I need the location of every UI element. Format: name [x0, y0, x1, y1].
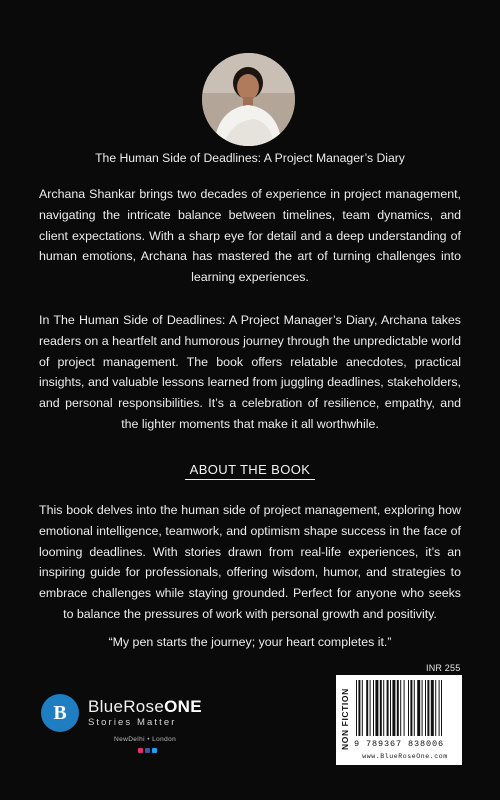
about-text: This book delves into the human side of project management, exploring how emotional intelligence, teamwork, and optimism shape success in the face of looming deadlines. With stories drawn from real-life experiences, it’s an inspiring guide for professionals, offering wisdom, humor, and strategies to embrace challenges while staying grounded. Perfect for anyone who seeks to balance the pressures of work with personal growth and positivity. [39, 503, 461, 621]
author-photo [202, 53, 295, 146]
publisher-logo-icon [41, 694, 79, 732]
publisher-name-part1: BlueRose [88, 697, 165, 716]
barcode-bar [392, 680, 395, 736]
barcode-bar [422, 680, 423, 736]
barcode-bar [417, 680, 420, 736]
barcode-bar [380, 680, 382, 736]
barcode-bar [387, 680, 389, 736]
barcode-bar [408, 680, 409, 736]
barcode-bar [383, 680, 384, 736]
barcode-bar [362, 680, 363, 736]
barcode-bar [439, 680, 440, 736]
isbn-barcode [356, 680, 456, 738]
social-icons [138, 748, 157, 753]
book-intro: In The Human Side of Deadlines: A Project Manager’s Diary, Archana takes readers on a heartfelt and humorous journey through the unpredictable world of project management. The book offers relatable anecdotes, practical insights, and valuable lessons learned from juggling deadlines, stakeholders, and personal responsibilities. It’s a celebration of resilience, empathy, and the lighter moments that make it all worthwhile. [39, 313, 461, 431]
barcode-bar [431, 680, 434, 736]
barcode-bar [427, 680, 429, 736]
about-heading: ABOUT THE BOOK [189, 462, 311, 477]
barcode-bar [414, 680, 415, 736]
barcode-bar [404, 680, 405, 736]
publisher-website: www.BlueRoseOne.com [362, 753, 448, 760]
author-portrait-illustration [202, 53, 295, 146]
barcode-bar [358, 680, 360, 736]
twitter-icon [152, 748, 157, 753]
publisher-locations: NewDelhi • London [114, 736, 177, 743]
barcode-bar [435, 680, 436, 736]
author-bio: Archana Shankar brings two decades of experience in project management, navigating the intricate balance between timelines, team dynamics, and client expectations. With a sharp eye for detail and a deep understanding of human emotions, Archana has mastered the art of turning challenges into learning experiences. [39, 187, 461, 285]
about-heading-underline [185, 479, 315, 480]
barcode-bar [400, 680, 401, 736]
barcode-bar [441, 680, 442, 736]
author-quote: “My pen starts the journey; your heart completes it.” [108, 635, 392, 649]
barcode-bar [373, 680, 374, 736]
price-label: INR 255 [426, 663, 461, 673]
barcode-bar [425, 680, 426, 736]
barcode-bar [375, 680, 378, 736]
barcode-bar [410, 680, 412, 736]
genre-label: NON FICTION [340, 688, 350, 750]
barcode-bar [390, 680, 391, 736]
barcode-bar [366, 680, 368, 736]
publisher-name-part2: ONE [164, 697, 202, 716]
barcode-bar [397, 680, 399, 736]
isbn-number: 9 789367 838006 [354, 739, 445, 749]
book-title: The Human Side of Deadlines: A Project Manager’s Diary [95, 151, 405, 165]
instagram-icon [138, 748, 143, 753]
publisher-tagline: Stories Matter [88, 717, 177, 728]
publisher-logo-letter: B [53, 701, 67, 724]
publisher-name [88, 697, 202, 717]
facebook-icon [145, 748, 150, 753]
barcode-bar [370, 680, 371, 736]
barcode-bar [356, 680, 357, 736]
